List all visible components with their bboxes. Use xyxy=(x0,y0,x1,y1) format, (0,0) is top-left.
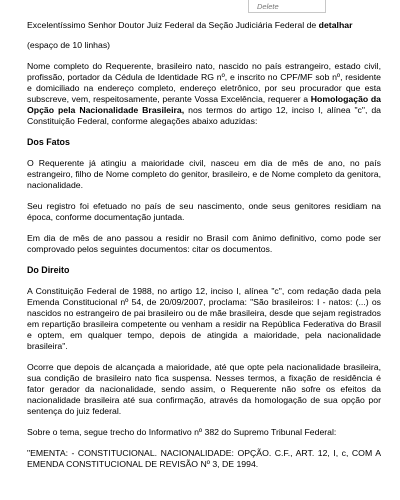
header-placeholder: detalhar xyxy=(318,20,353,30)
section-title-fatos: Dos Fatos xyxy=(27,137,70,147)
fatos-paragraph-2: Seu registro foi efetuado no país de seu nascimento, onde seus genitores residiam na época, conforme documentação juntada. xyxy=(27,201,381,222)
direito-paragraph-2: Ocorre que depois de alcançada a maioridade, até que opte pela nacionalidade brasileira, sua condição de brasileiro nato fica suspensa. Nesses termos, a fixação de residência é fator gerador da nacionalidade, sendo assim, o Requerente não sofre os efeitos da nacionalidade brasileira até sua confirmação, através da homologação de sua opção por sentença do juiz federal. xyxy=(27,362,381,416)
direito-quote: "EMENTA: - CONSTITUCIONAL. NACIONALIDADE: OPÇÃO. C.F., ART. 12, I, c, COM A EMENDA CONSTITUCIONAL DE REVISÃO Nº 3, DE 1994. xyxy=(27,448,381,469)
document-body xyxy=(27,20,381,480)
delete-button[interactable]: Delete xyxy=(248,0,326,13)
direito-paragraph-3: Sobre o tema, segue trecho do Informativo nº 382 do Supremo Tribunal Federal: xyxy=(27,427,337,437)
intro-paragraph: Nome completo do Requerente, brasileiro nato, nascido no país estrangeiro, estado civil, profissão, portador da Cédula de Identidade RG nº, e inscrito no CPF/MF sob nº, residente e domiciliado na endereço completo, endereço eletrônico, por seu procurador que esta subscreve, vem, respeitosamente, perante Vossa Excelência, requerer a Homologação da Opção pela Nacionalidade Brasileira, nos termos do artigo 12, inciso I, alínea "c", da Constituição Federal, conforme alegações abaixo aduzidas: xyxy=(27,61,381,126)
direito-paragraph-1: A Constituição Federal de 1988, no artigo 12, inciso I, alínea "c", com redação dada pela Emenda Constitucional nº 54, de 20/09/2007, proclama: "São brasileiros: I - natos: (...) os nascidos no estrangeiro de pai brasileiro ou de mãe brasileira, desde que sejam registrados em repartição brasileira competente ou venham a residir na República Federativa do Brasil e optem, em qualquer tempo, depois de atingida a maioridade, pela nacionalidade brasileira". xyxy=(27,286,381,351)
addressee-header: Excelentíssimo Senhor Doutor Juiz Federal da Seção Judiciária Federal de detalhar xyxy=(27,20,353,30)
fatos-paragraph-3: Em dia de mês de ano passou a residir no Brasil com ânimo definitivo, como pode ser comprovado pelos seguintes documentos: citar os documentos. xyxy=(27,233,381,254)
fatos-paragraph-1: O Requerente já atingiu a maioridade civil, nasceu em dia de mês de ano, no país estrangeiro, filho de Nome completo do genitor, brasileiro, e de Nome completo da genitora, nacionalidade. xyxy=(27,158,381,190)
spacing-note: (espaço de 10 linhas) xyxy=(27,40,111,50)
section-title-direito: Do Direito xyxy=(27,265,70,275)
